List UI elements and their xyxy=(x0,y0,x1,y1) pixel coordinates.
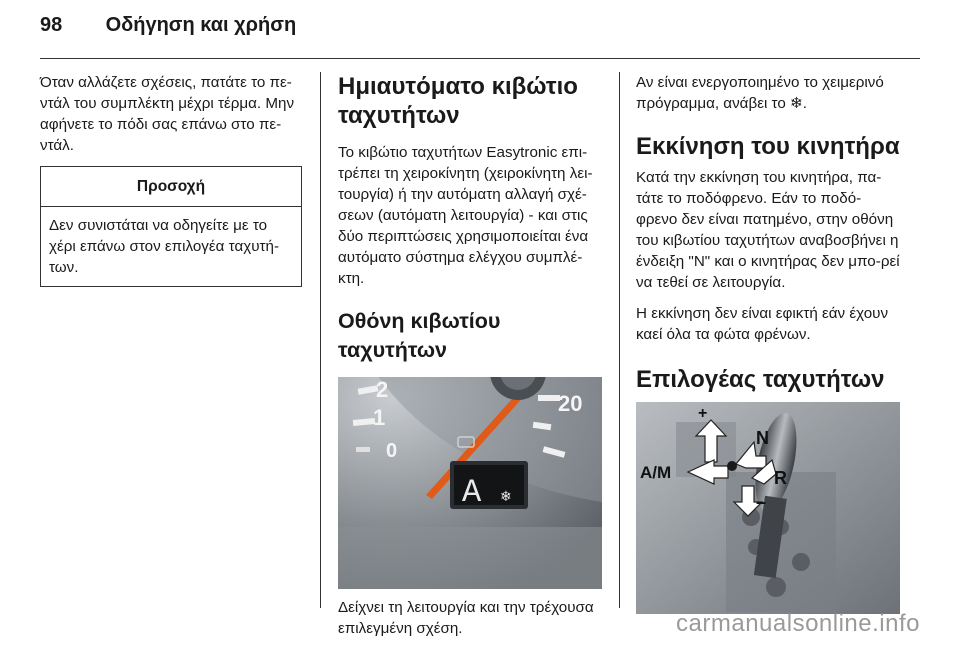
selector-heading: Επιλογέας ταχυτήτων xyxy=(636,366,885,393)
page-header xyxy=(40,14,296,37)
display-mode-letter: A xyxy=(462,474,482,511)
selector-minus-label: – xyxy=(756,492,767,512)
header-rule xyxy=(40,58,920,59)
column-3 xyxy=(636,72,900,614)
column-2 xyxy=(338,72,602,649)
column-1 xyxy=(40,72,302,287)
selector-n-label: N xyxy=(756,428,769,448)
column-divider-1 xyxy=(320,72,321,608)
watermark: carmanualsonline.info xyxy=(676,610,920,637)
engine-start-paragraph: Κατά την εκκίνηση του κινητήρα, πα-τάτε το ποδόφρενο. Εάν το ποδό-φρενο δεν είναι πατημένο, στην οθόνη του κιβωτίου ταχυτήτων αναβοσβήνει η ένδειξη "N" και ο κινητήρας δεν μπο-ρεί να τεθεί σε λειτουργία. xyxy=(636,169,900,291)
winter-program-paragraph: Αν είναι ενεργοποιημένο το χειμερινό πρόγραμμα, ανάβει το ❄. xyxy=(636,74,884,112)
selector-am-label: A/M xyxy=(640,463,672,482)
intro-paragraph: Όταν αλλάζετε σχέσεις, πατάτε το πε-ντάλ του συμπλέκτη μέχρι τέρμα. Μην αφήνετε το πόδι σας επάνω στο πε-ντάλ. xyxy=(40,74,295,154)
section-heading: Ημιαυτόματο κιβώτιο ταχυτήτων xyxy=(338,73,578,129)
caution-body: Δεν συνιστάται να οδηγείτε με το χέρι επάνω στον επιλογέα ταχυτή-των. xyxy=(49,217,280,276)
display-heading: Οθόνη κιβωτίου ταχυτήτων xyxy=(338,309,501,362)
gauge-digit-1: 1 xyxy=(373,405,386,430)
page-number: 98 xyxy=(40,14,63,36)
caution-box xyxy=(40,166,302,287)
gauge-digit-2: 2 xyxy=(376,377,389,402)
selector-plus-label: + xyxy=(698,405,708,422)
image-caption: Δείχνει τη λειτουργία και την τρέχουσα επιλεγμένη σχέση. xyxy=(338,599,594,637)
display-snowflake-icon: ❄ xyxy=(500,489,512,505)
description-paragraph: Το κιβώτιο ταχυτήτων Easytronic επι-τρέπει τη χειροκίνητη (χειροκίνητη λει-τουργία) ή την αυτόματη αλλαγή σχέ-σεων (αυτόματη λειτουργία) - και στις δύο περιπτώσεις χρησιμοποιείται ένα αυτόματο σύστημα ελέγχου συμπλέ-κτη. xyxy=(338,144,593,287)
section-title: Οδήγηση και χρήση xyxy=(105,14,297,36)
caution-title: Προσοχή xyxy=(41,167,301,207)
gearbox-display-photo xyxy=(338,377,602,589)
gauge-digit-0: 0 xyxy=(386,440,398,462)
gauge-digit-20: 20 xyxy=(558,391,583,416)
engine-start-heading: Εκκίνηση του κινητήρα xyxy=(636,133,900,160)
column-divider-2 xyxy=(619,72,620,608)
gear-selector-photo xyxy=(636,402,900,614)
selector-r-label: R xyxy=(774,468,787,488)
brake-lights-paragraph: Η εκκίνηση δεν είναι εφικτή εάν έχουν καεί όλα τα φώτα φρένων. xyxy=(636,305,889,343)
